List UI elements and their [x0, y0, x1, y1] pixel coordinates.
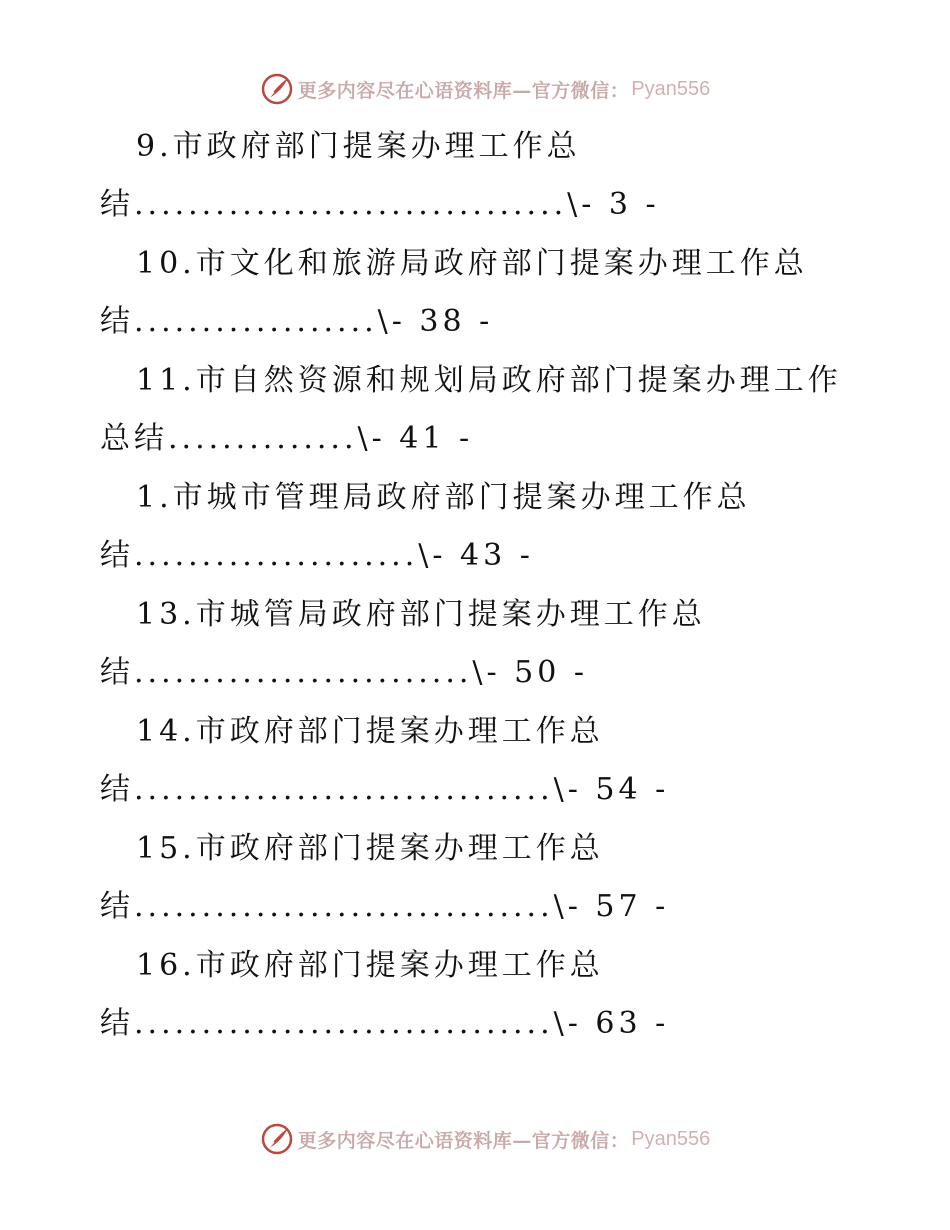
table-of-contents: [0, 118, 950, 1054]
toc-entry-leader-page: 结.........................\- 50 -: [100, 655, 589, 690]
toc-entry-title: 10.市文化和旅游局政府部门提案办理工作总: [136, 246, 808, 281]
toc-entry[interactable]: [0, 586, 950, 703]
toc-entry-title: 13.市城管局政府部门提案办理工作总: [136, 597, 706, 632]
toc-entry[interactable]: [0, 352, 950, 469]
toc-entry-leader-page: 结...............................\- 63 -: [100, 1006, 670, 1041]
watermark-text: 更多内容尽在心语资料库—官方微信：: [297, 79, 630, 102]
toc-entry[interactable]: [0, 937, 950, 1054]
toc-entry-title: 1.市城市管理局政府部门提案办理工作总: [136, 480, 751, 515]
toc-entry-leader-page: 结...............................\- 57 -: [100, 889, 670, 924]
toc-entry-leader-page: 结..................\- 38 -: [100, 304, 494, 339]
toc-entry-title: 9.市政府部门提案办理工作总: [136, 129, 581, 164]
toc-entry-title: 11.市自然资源和规划局政府部门提案办理工作: [136, 363, 842, 398]
toc-entry-title: 15.市政府部门提案办理工作总: [136, 831, 604, 866]
toc-entry[interactable]: [0, 469, 950, 586]
watermark-group: [260, 1122, 710, 1156]
feather-pen-icon: [260, 1122, 294, 1156]
toc-entry[interactable]: [0, 118, 950, 235]
toc-entry[interactable]: [0, 703, 950, 820]
toc-entry-leader-page: 结.....................\- 43 -: [100, 538, 534, 573]
toc-entry-title: 16.市政府部门提案办理工作总: [136, 948, 604, 983]
watermark-group: [260, 72, 710, 106]
toc-entry-leader-page: 结...............................\- 54 -: [100, 772, 670, 807]
watermark-wechat-id: Pyan556: [631, 1127, 711, 1150]
header-watermark: [0, 72, 950, 106]
toc-entry-leader-page: 结................................\- 3 -: [100, 187, 660, 222]
watermark-text: 更多内容尽在心语资料库—官方微信：: [297, 1129, 630, 1152]
toc-entry-title: 14.市政府部门提案办理工作总: [136, 714, 604, 749]
footer-watermark: [0, 1122, 950, 1156]
feather-pen-icon: [260, 72, 294, 106]
watermark-wechat-id: Pyan556: [631, 77, 711, 100]
toc-entry[interactable]: [0, 820, 950, 937]
toc-entry[interactable]: [0, 235, 950, 352]
toc-entry-leader-page: 总结..............\- 41 -: [100, 421, 474, 456]
